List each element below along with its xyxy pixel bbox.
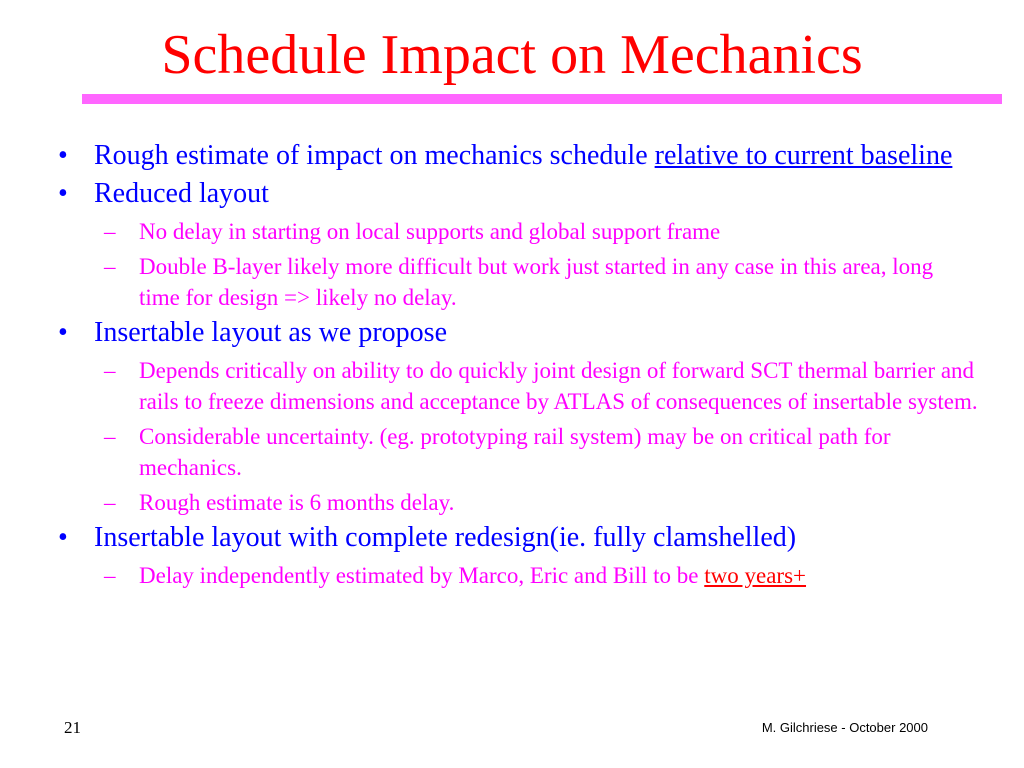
bullet-text: Reduced layout	[94, 178, 269, 209]
sub-bullet-text: Double B-layer likely more difficult but work just started in any case in this area, long time for design => likely no delay.	[139, 254, 934, 310]
bullet-list	[58, 140, 978, 595]
baseline-link[interactable]: relative to current baseline	[654, 140, 953, 171]
page-number: 21	[64, 718, 81, 737]
sub-bullet-item	[104, 560, 978, 591]
sub-bullet-text: Depends critically on ability to do quickly joint design of forward SCT thermal barrier and rails to freeze dimensions and acceptance by ATLAS of consequences of insertable system.	[139, 358, 978, 414]
bullet-icon: •	[58, 140, 68, 171]
sub-bullet-item	[104, 216, 978, 247]
dash-icon: –	[104, 424, 116, 449]
footer-author: M. Gilchriese - October 2000	[761, 720, 928, 735]
bullet-icon: •	[58, 522, 68, 553]
dash-icon: –	[104, 219, 116, 244]
dash-icon: –	[104, 254, 116, 279]
sub-bullet-item	[104, 487, 978, 518]
sub-bullet-item	[104, 355, 978, 417]
sub-bullet-text: Considerable uncertainty. (eg. prototyping rail system) may be on critical path for mechanics.	[139, 424, 891, 480]
two-years-link[interactable]: two years+	[704, 563, 807, 588]
bullet-item	[58, 140, 978, 172]
title-divider	[82, 94, 1002, 104]
sub-bullet-text: Rough estimate is 6 months delay.	[139, 490, 455, 515]
dash-icon: –	[104, 490, 116, 515]
bullet-text: Insertable layout as we propose	[94, 317, 447, 348]
bullet-item	[58, 522, 978, 554]
sub-bullet-item	[104, 251, 978, 313]
sub-bullet-text: Delay independently estimated by Marco, Eric and Bill to be	[139, 563, 705, 588]
bullet-item	[58, 178, 978, 210]
dash-icon: –	[104, 563, 116, 588]
bullet-item	[58, 317, 978, 349]
bullet-icon: •	[58, 317, 68, 348]
sub-bullet-item	[104, 421, 978, 483]
sub-bullet-text: No delay in starting on local supports and global support frame	[139, 219, 721, 244]
bullet-text: Rough estimate of impact on mechanics schedule	[94, 140, 655, 171]
dash-icon: –	[104, 358, 116, 383]
bullet-text: Insertable layout with complete redesign(ie. fully clamshelled)	[94, 522, 797, 553]
slide-title: Schedule Impact on Mechanics	[161, 24, 863, 86]
bullet-icon: •	[58, 178, 68, 209]
